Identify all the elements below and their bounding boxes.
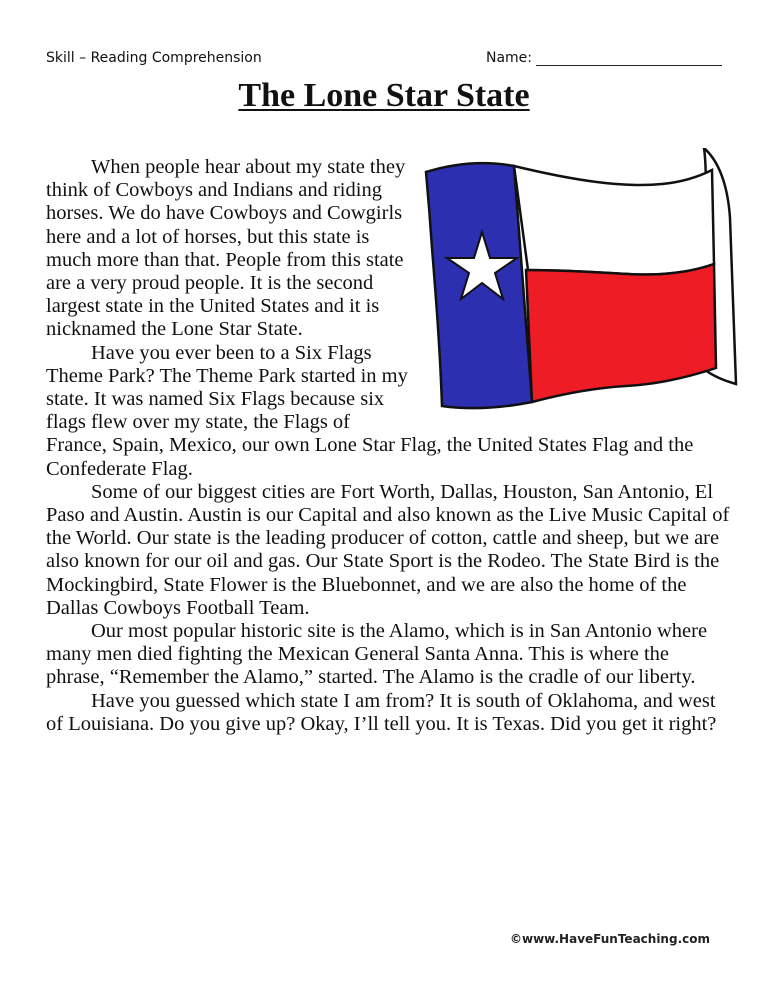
skill-label: Skill – Reading Comprehension <box>46 50 262 66</box>
paragraph-5: Have you guessed which state I am from? It is south of Oklahoma, and west of Louisiana. Do you give up? Okay, I’ll tell you. It is Texas. Did you get it right? <box>46 689 717 735</box>
copyright-footer: ©www.HaveFunTeaching.com <box>510 932 710 946</box>
paragraph-3: Some of our biggest cities are Fort Worth, Dallas, Houston, San Antonio, El Paso and Austin. Austin is our Capital and also known as the Live Music Capital of the World. Our state is the leading producer of cotton, cattle and sheep, but we are also known for our oil and gas. Our State Sport is the Rodeo. The State Bird is the Mockingbird, State Flower is the Bluebonnet, and we are also the home of the Dallas Cowboys Football Team. <box>46 480 730 619</box>
paragraph-1: When people hear about my state they think of Cowboys and Indians and riding horses. We do have Cowboys and Cowgirls here and a lot of horses, but this state is much more than that. People from this state are a very proud people. It is the second largest state in the United States and it is nicknamed the Lone Star State. <box>46 156 406 341</box>
paragraph-4: Our most popular historic site is the Alamo, which is in San Antonio where many men died fighting the Mexican General Santa Anna. This is where the phrase, “Remember the Alamo,” started. The Alamo is the cradle of our liberty. <box>46 620 708 689</box>
name-label: Name: <box>485 50 532 66</box>
texas-flag-illustration <box>422 148 740 416</box>
paragraph-2: Have you ever been to a Six Flags Theme Park? The Theme Park started in my state. It was named Six Flags because six flags flew over my state, the Flags of France, Spain, Mexico, our own Lone Star Flag, the United States Flag and the Confederate Flag. <box>46 341 694 480</box>
worksheet-header <box>46 50 722 72</box>
name-field <box>486 50 722 66</box>
name-blank-line[interactable] <box>536 51 722 66</box>
reading-passage <box>46 156 730 736</box>
page-title: The Lone Star State <box>238 77 530 114</box>
